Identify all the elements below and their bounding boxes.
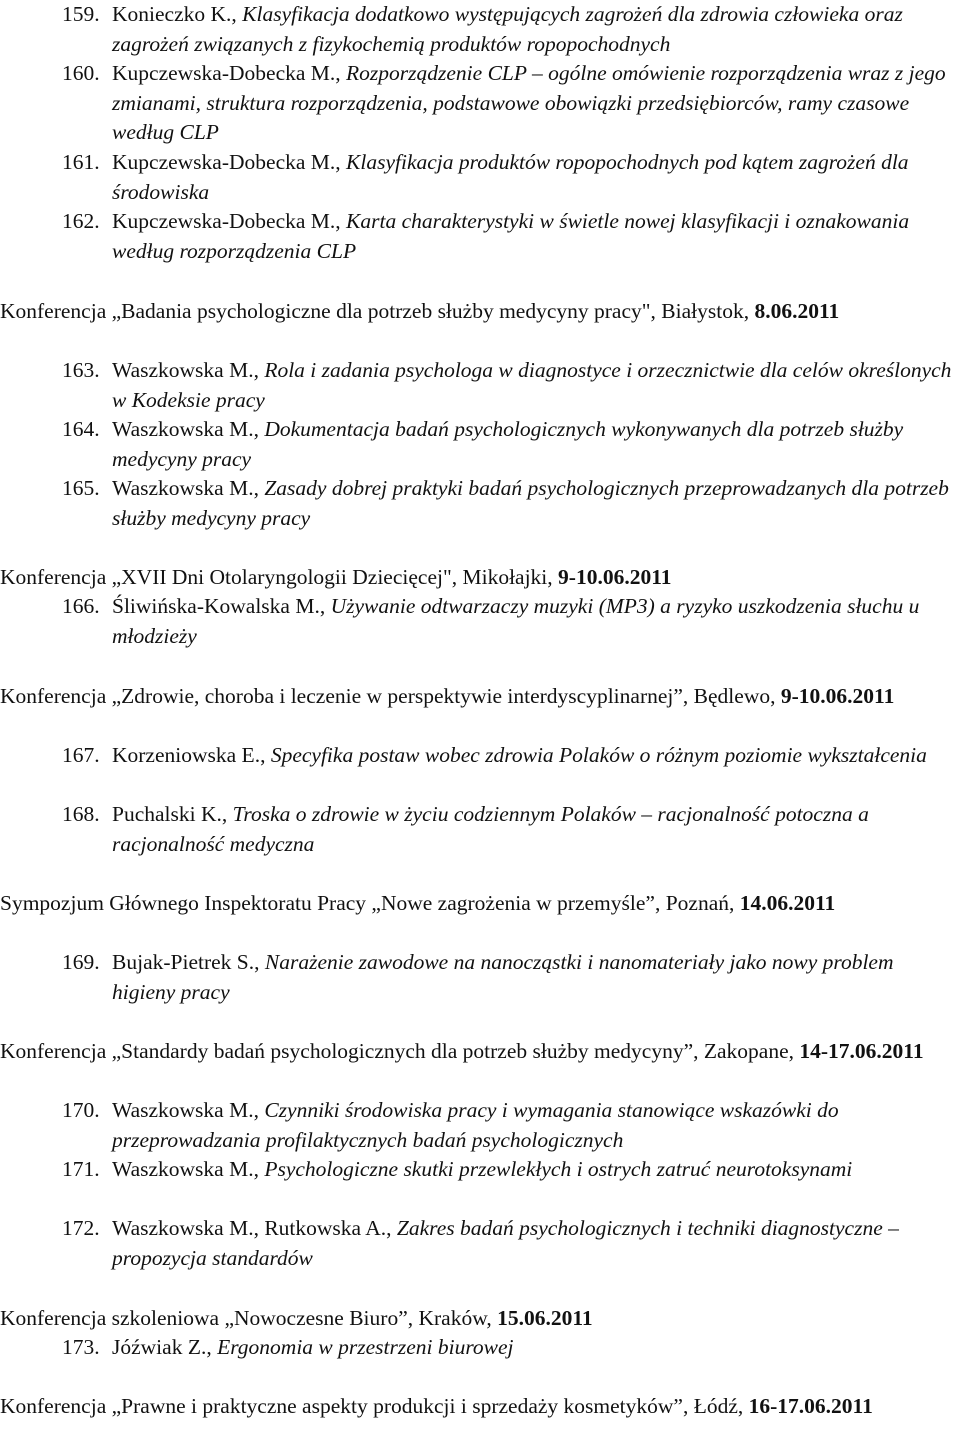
item-number: 172. [62,1216,100,1240]
item-number: 173. [62,1335,100,1359]
item-entry: Śliwińska-Kowalska M., Używanie odtwarzaczy muzyki (MP3) a ryzyko uszkodzenia słuchu u młodzieży [112,594,920,648]
item-title: Czynniki środowiska pracy i wymagania stanowiące wskazówki do przeprowadzania profilaktycznych badań psychologicznych [112,1098,839,1152]
item-number: 163. [62,358,100,382]
list-item [62,207,955,266]
item-number: 166. [62,594,100,618]
item-title: Karta charakterystyki w świetle nowej klasyfikacji i oznakowania według rozporządzenia CLP [112,209,910,263]
item-entry: Waszkowska M., Dokumentacja badań psychologicznych wykonywanych dla potrzeb służby medycyny pracy [112,417,904,471]
item-title: Ergonomia w przestrzeni biurowej [217,1335,514,1359]
item-title: Rozporządzenie CLP – ogólne omówienie rozporządzenia wraz z jego zmianami, struktura rozporządzenia, podstawowe obowiązki przedsiębiorców, ramy czasowe według CLP [112,61,946,144]
conference-date: 9-10.06.2011 [780,684,895,708]
item-entry: Kupczewska-Dobecka M., Karta charakterystyki w świetle nowej klasyfikacji i oznakowania według rozporządzenia CLP [112,209,910,263]
item-author: Waszkowska M. [112,476,254,500]
item-number: 165. [62,476,100,500]
list-item [62,1214,955,1273]
item-author: Waszkowska M. [112,1098,254,1122]
conference-date: 14-17.06.2011 [799,1039,924,1063]
list-item [62,415,955,474]
item-author: Konieczko K. [112,2,232,26]
item-author: Bujak-Pietrek S. [112,950,255,974]
list-item [62,592,955,651]
item-entry: Waszkowska M., Psychologiczne skutki przewlekłych i ostrych zatruć neurotoksynami [112,1157,853,1181]
conference-title: Konferencja „Zdrowie, choroba i leczenie w perspektywie interdyscyplinarnej”, Będlewo, [0,684,781,708]
conference-heading [0,889,958,919]
item-author: Waszkowska M. [112,358,254,382]
conference-heading [0,682,958,712]
conference-date: 14.06.2011 [739,891,836,915]
item-number: 162. [62,209,100,233]
conference-heading [0,563,958,593]
item-entry: Konieczko K., Klasyfikacja dodatkowo występujących zagrożeń dla zdrowia człowieka oraz zagrożeń związanych z fizykochemią produktów ropopochodnych [112,2,903,56]
list-item [62,59,955,148]
list-item [62,800,955,859]
item-number: 168. [62,802,100,826]
conference-heading [0,1037,958,1067]
item-entry: Korzeniowska E., Specyfika postaw wobec zdrowia Polaków o różnym poziomie wykształcenia [112,743,927,767]
conference-title: Sympozjum Głównego Inspektoratu Pracy „Nowe zagrożenia w przemyśle”, Poznań, [0,891,740,915]
item-author: Waszkowska M., Rutkowska A. [112,1216,387,1240]
item-entry: Puchalski K., Troska o zdrowie w życiu codziennym Polaków – racjonalność potoczna a racjonalność medyczna [112,802,869,856]
item-number: 159. [62,2,100,26]
item-author: Waszkowska M. [112,1157,254,1181]
item-title: Narażenie zawodowe na nanocząstki i nanomateriały jako nowy problem higieny pracy [112,950,894,1004]
conference-date: 9-10.06.2011 [558,565,672,589]
item-author: Korzeniowska E. [112,743,261,767]
item-number: 171. [62,1157,100,1181]
conference-heading [0,1304,958,1334]
conference-title: Konferencja „XVII Dni Otolaryngologii Dziecięcej", Mikołajki, [0,565,559,589]
conference-date: 16-17.06.2011 [748,1394,873,1418]
item-title: Psychologiczne skutki przewlekłych i ostrych zatruć neurotoksynami [264,1157,853,1181]
conference-date: 15.06.2011 [497,1306,593,1330]
item-entry: Kupczewska-Dobecka M., Klasyfikacja produktów ropopochodnych pod kątem zagrożeń dla środowiska [112,150,909,204]
conference-heading [0,297,958,327]
item-author: Waszkowska M. [112,417,254,441]
item-number: 164. [62,417,100,441]
list-item [62,356,955,415]
list-item [62,1096,955,1155]
item-number: 169. [62,950,100,974]
item-entry: Waszkowska M., Rutkowska A., Zakres badań psychologicznych i techniki diagnostyczne – propozycja standardów [112,1216,899,1270]
list-item [62,948,955,1007]
item-entry: Bujak-Pietrek S., Narażenie zawodowe na nanocząstki i nanomateriały jako nowy problem higieny pracy [112,950,894,1004]
item-entry: Waszkowska M., Zasady dobrej praktyki badań psychologicznych przeprowadzanych dla potrzeb służby medycyny pracy [112,476,949,530]
item-title: Klasyfikacja produktów ropopochodnych pod kątem zagrożeń dla środowiska [112,150,909,204]
item-number: 170. [62,1098,100,1122]
item-author: Śliwińska-Kowalska M. [112,594,320,618]
item-author: Kupczewska-Dobecka M. [112,61,336,85]
item-entry: Waszkowska M., Rola i zadania psychologa w diagnostyce i orzecznictwie dla celów określonych w Kodeksie pracy [112,358,952,412]
list-item [62,148,955,207]
item-entry: Waszkowska M., Czynniki środowiska pracy i wymagania stanowiące wskazówki do przeprowadzania profilaktycznych badań psychologicznych [112,1098,839,1152]
item-author: Kupczewska-Dobecka M. [112,209,336,233]
item-title: Zasady dobrej praktyki badań psychologicznych przeprowadzanych dla potrzeb służby medycyny pracy [112,476,949,530]
item-title: Troska o zdrowie w życiu codziennym Polaków – racjonalność potoczna a racjonalność medyczna [112,802,869,856]
item-entry: Kupczewska-Dobecka M., Rozporządzenie CLP – ogólne omówienie rozporządzenia wraz z jego zmianami, struktura rozporządzenia, podstawowe obowiązki przedsiębiorców, ramy czasowe według CLP [112,61,946,144]
list-item [62,1155,955,1185]
list-item [62,741,955,771]
item-author: Puchalski K. [112,802,222,826]
item-title: Specyfika postaw wobec zdrowia Polaków o różnym poziomie wykształcenia [270,743,927,767]
item-title: Dokumentacja badań psychologicznych wykonywanych dla potrzeb służby medycyny pracy [112,417,904,471]
item-author: Jóźwiak Z. [112,1335,207,1359]
conference-title: Konferencja „Standardy badań psychologicznych dla potrzeb służby medycyny”, Zakopane, [0,1039,800,1063]
list-item [62,1333,955,1363]
item-entry: Jóźwiak Z., Ergonomia w przestrzeni biurowej [112,1335,514,1359]
item-title: Używanie odtwarzaczy muzyki (MP3) a ryzyko uszkodzenia słuchu u młodzieży [112,594,920,648]
item-number: 161. [62,150,100,174]
item-number: 167. [62,743,100,767]
item-title: Rola i zadania psychologa w diagnostyce i orzecznictwie dla celów określonych w Kodeksie pracy [112,358,952,412]
item-author: Kupczewska-Dobecka M. [112,150,336,174]
item-title: Klasyfikacja dodatkowo występujących zagrożeń dla zdrowia człowieka oraz zagrożeń związanych z fizykochemią produktów ropopochodnych [112,2,903,56]
conference-title: Konferencja „Prawne i praktyczne aspekty produkcji i sprzedaży kosmetyków”, Łódź, [0,1394,749,1418]
conference-heading [0,1392,958,1422]
conference-title: Konferencja „Badania psychologiczne dla potrzeb służby medycyny pracy", Białystok, [0,299,755,323]
list-item [62,0,955,59]
list-item [62,474,955,533]
item-title: Zakres badań psychologicznych i techniki diagnostyczne – propozycja standardów [112,1216,899,1270]
conference-date: 8.06.2011 [754,299,840,323]
conference-title: Konferencja szkoleniowa „Nowoczesne Biuro”, Kraków, [0,1306,498,1330]
item-number: 160. [62,61,100,85]
